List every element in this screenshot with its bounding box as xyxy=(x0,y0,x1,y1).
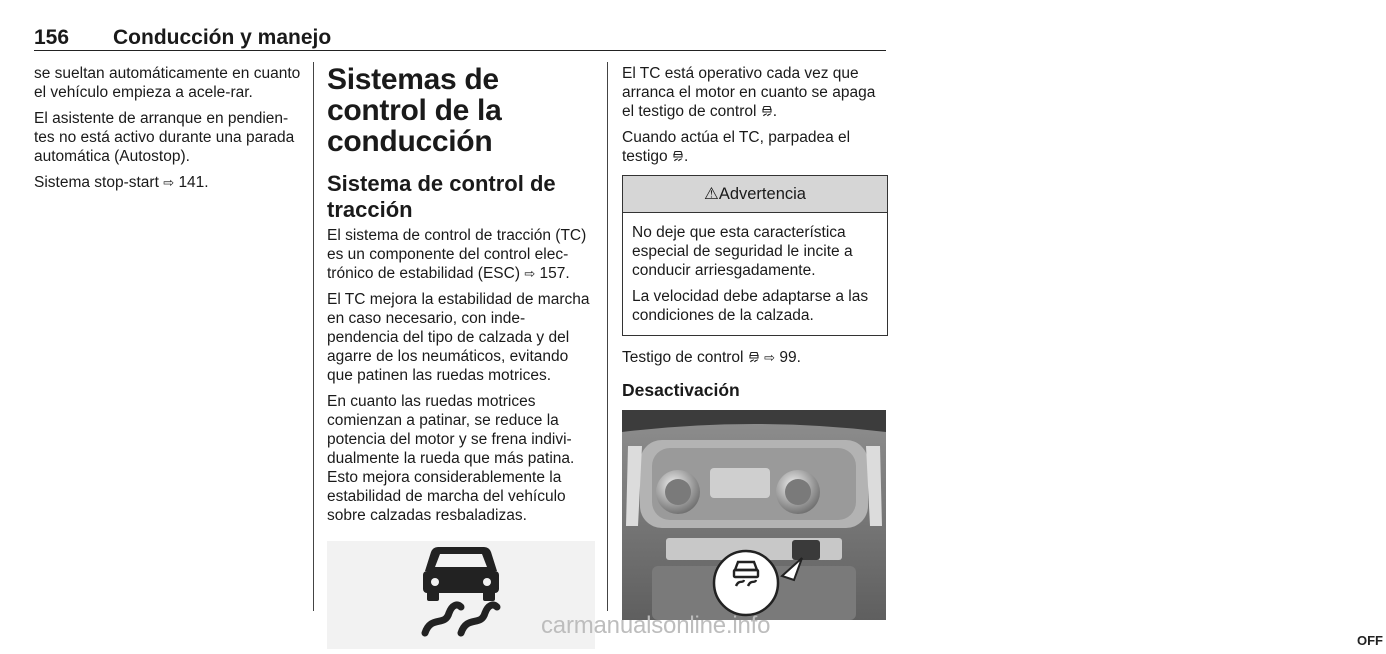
paragraph: Cuando actúa el TC, parpadea el testigo . xyxy=(622,129,851,165)
page-reference-arrow-icon: ⇨ xyxy=(163,175,175,190)
traction-control-icon xyxy=(672,150,684,162)
paragraph: La velocidad debe adaptarse a las condiciones de la calzada. xyxy=(632,288,869,324)
paragraph xyxy=(622,348,888,367)
warning-box xyxy=(622,175,888,336)
traction-control-icon xyxy=(748,351,760,363)
paragraph-text: Testigo de control xyxy=(622,349,744,366)
warning-header xyxy=(623,176,887,213)
column-divider xyxy=(313,62,314,611)
warning-body xyxy=(623,213,887,335)
paragraph: El TC mejora la estabilidad de marcha en caso necesario, con inde-pendencia del tipo de calzada y del agarre de los neumáticos, evitando que patinen las ruedas motrices. xyxy=(327,291,590,384)
button-label-off: OFF xyxy=(1357,633,1383,648)
paragraph: No deje que esta característica especial de seguridad le incite a conducir arriesgadamente. xyxy=(632,224,853,279)
paragraph: El TC está operativo cada vez que arranca el motor en cuanto se apaga el testigo de control . xyxy=(622,65,876,120)
paragraph-text: Sistema stop-start xyxy=(34,174,159,191)
page-reference: 99. xyxy=(779,349,801,366)
paragraph-text: El TC está operativo cada vez que arranca el motor en cuanto se apaga el testigo de control xyxy=(622,65,876,120)
page-reference-arrow-icon: ⇨ xyxy=(764,350,776,365)
watermark: carmanualsonline.info xyxy=(541,612,771,639)
paragraph: se sueltan automáticamente en cuanto el vehículo empieza a acele-rar. xyxy=(34,65,301,101)
column-divider xyxy=(607,62,608,611)
page-header xyxy=(34,26,886,51)
column-2 xyxy=(327,64,595,649)
paragraph xyxy=(34,173,302,192)
warning-title: Advertencia xyxy=(718,184,806,203)
chapter-title: Conducción y manejo xyxy=(113,26,332,49)
page-reference-arrow-icon: ⇨ xyxy=(524,266,536,281)
page-reference: 157. xyxy=(539,265,570,282)
paragraph: El asistente de arranque en pendien-tes no está activo durante una parada automática (Autostop). xyxy=(34,110,295,165)
center-console-illustration xyxy=(622,410,886,620)
traction-control-icon xyxy=(761,105,773,117)
paragraph: En cuanto las ruedas motrices comienzan a patinar, se reduce la potencia del motor y se frena indivi-dualmente la rueda que más patina. Esto mejora considerablemente la estabilidad de marcha del vehículo sobre calzadas resbaladizas. xyxy=(327,393,575,524)
page-number: 156 xyxy=(34,26,70,49)
subsection-heading: Sistema de control de tracción xyxy=(327,171,556,222)
column-1 xyxy=(34,64,302,199)
paragraph xyxy=(327,226,595,283)
subsection-heading: Desactivación xyxy=(622,380,740,400)
paragraph-text: Cuando actúa el TC, parpadea el testigo xyxy=(622,129,851,165)
page-reference: 141. xyxy=(178,174,209,191)
section-heading: Sistemas de control de la conducción xyxy=(327,63,502,158)
paragraph-text: El sistema de control de tracción (TC) es un componente del control elec-trónico de estabilidad (ESC) xyxy=(327,227,587,282)
warning-triangle-icon: ⚠ xyxy=(704,184,719,203)
